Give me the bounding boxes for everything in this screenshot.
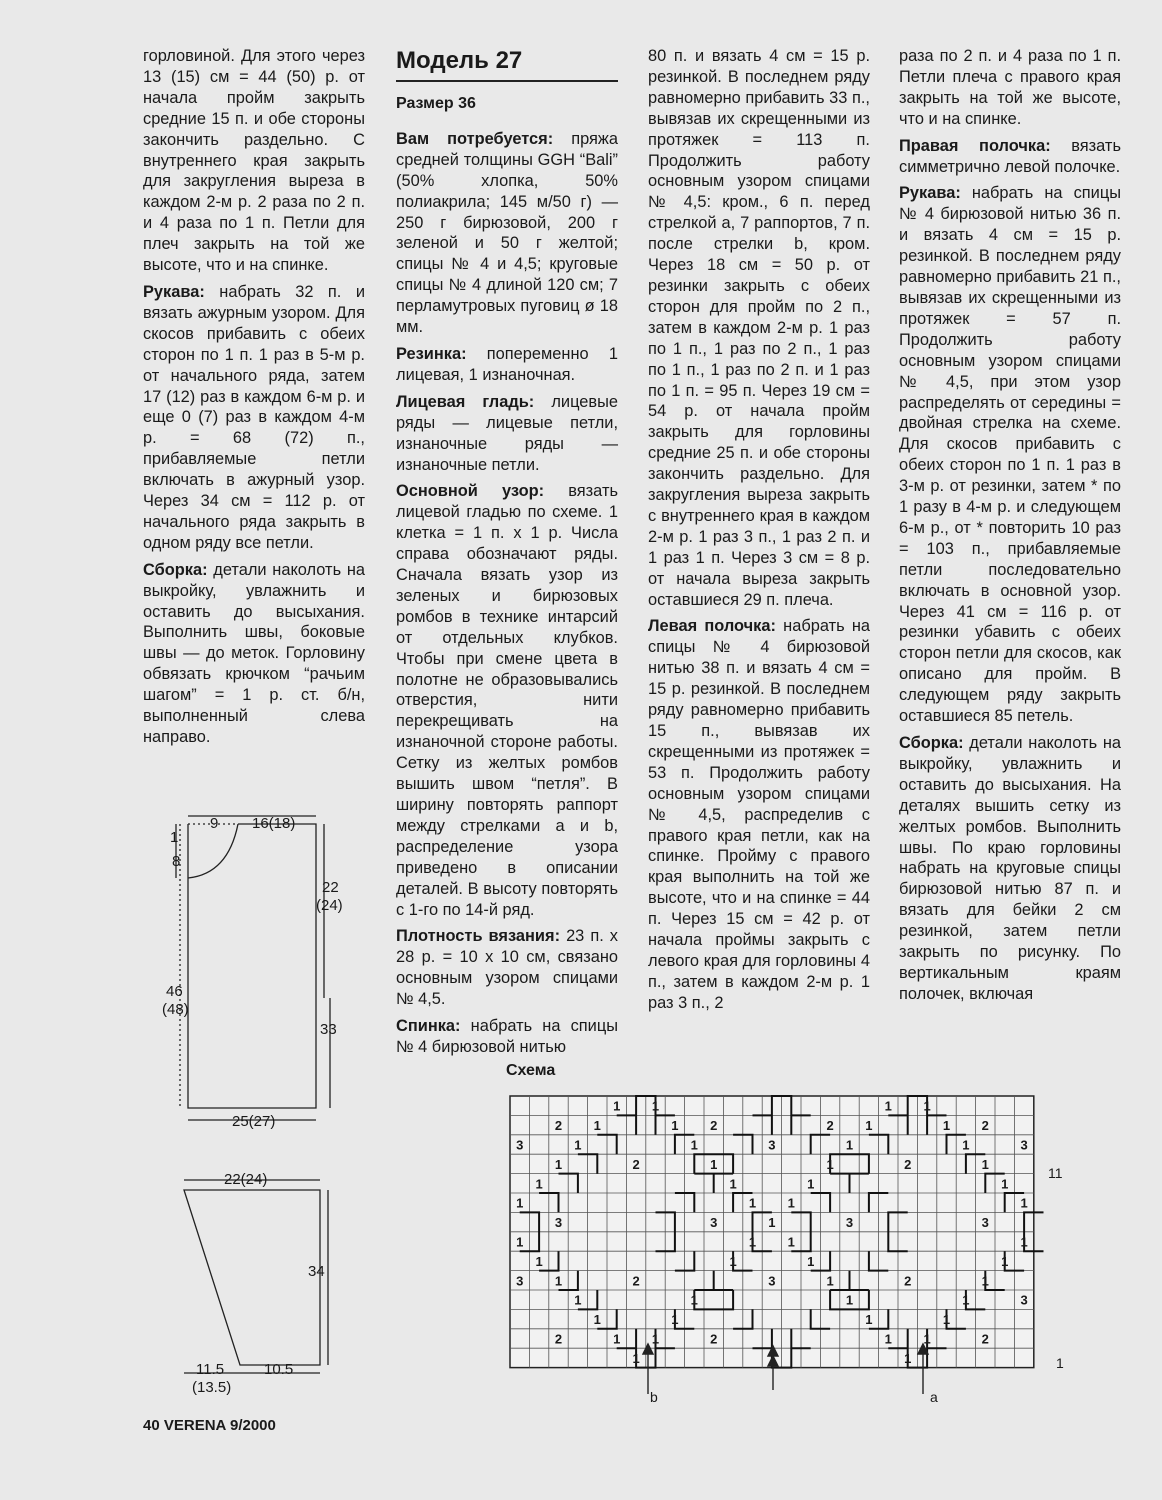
scheme-cell-number: 1 <box>923 1331 931 1347</box>
dim-label: 22(24) <box>224 1171 268 1188</box>
knitting-scheme <box>496 1084 1076 1414</box>
scheme-cell-number: 1 <box>826 1156 834 1172</box>
dim-label: 34 <box>308 1263 325 1280</box>
dim-label: 8 <box>172 853 181 870</box>
scheme-cell-number: 2 <box>554 1118 563 1134</box>
scheme-cell-number: 1 <box>807 1176 815 1192</box>
scheme-cell-number: 1 <box>807 1253 815 1269</box>
scheme-cell-number: 1 <box>1020 1195 1028 1211</box>
text-column-2 <box>396 46 618 1064</box>
scheme-cell-number: 2 <box>710 1331 718 1347</box>
scheme-cell-number: 1 <box>981 1273 989 1289</box>
scheme-cell-number: 1 <box>962 1137 970 1153</box>
scheme-cell-number: 1 <box>554 1156 563 1172</box>
paragraph: раза по 2 п. и 4 раза по 1 п. Петли плеча с правого края закрыть на той же высоте, что и на спинке. <box>899 47 1121 128</box>
paragraph: горловиной. Для этого через 13 (15) см = 44 (50) р. от начала пройм закрыть средние 15 п. и обе стороны закончить раздельно. С внутреннего края закрыть для закругления выреза в каждом 2-м р. 2 раза по 2 п. и 4 раза по 1 п. Петли для плеч закрыть на той же высоте, что и на спинке. <box>143 47 365 275</box>
dim-label: 16(18) <box>252 815 296 832</box>
row-number-top: 11 <box>1048 1165 1063 1181</box>
scheme-cell-number: 1 <box>1020 1234 1028 1250</box>
text-column-1 <box>143 46 365 754</box>
paragraph: Вам потребуется: пряжа средней толщины GGH “Bali” (50% хлопка, 50% полиакрила; 145 м/50 г) — 250 г бирюзовой, 200 г зеленой и 50 г желтой; спицы № 4 и 4,5; круговые спицы № 4 длиной 120 см; 7 перламутровых пуговиц ø 18 мм. <box>396 129 618 337</box>
paragraph: Рукава: набрать на спицы № 4 бирюзовой нитью 36 п. и вязать 4 см = 15 р. резинкой. В последнем ряду равномерно прибавить 21 п., вывязав их скрещенными из протяжек = 57 п. Продолжить работу основным узором спицами № 4,5, при этом узор распределять от середины = двойная стрелка на схеме. Для скосов прибавить с обеих сторон по 1 п. 1 раз в 3-м р. от резинки, затем * по 1 разу в 4-м р. и следующем 6-м р., от * повторить 10 раз = 103 п., прибавляемые петли последовательно включать в основной узор. Через 41 см = 116 р. от резинки убавить с обеих сторон петли для скосов, как описано для пройм. В следующем ряду закрыть оставшиеся 85 петель. <box>899 184 1121 726</box>
paragraph: Рукава: набрать 32 п. и вязать ажурным узором. Для скосов прибавить с обеих сторон по 1 п. 1 раз в 5-м р. от начального ряда, затем 17 (12) раз в каждом 6-м р. и еще 0 (7) раз в каждом 4-м р. = 68 (72) п., прибавляемые петли включать в ажурный узор. Через 34 см = 112 р. от начального ряда закрыть в одном ряду все петли. <box>143 282 365 552</box>
scheme-cell-number: 1 <box>962 1292 970 1308</box>
scheme-cell-number: 1 <box>865 1118 873 1134</box>
scheme-cell-number: 3 <box>768 1273 776 1289</box>
scheme-cell-number: 1 <box>845 1137 854 1153</box>
scheme-cell-number: 1 <box>729 1176 737 1192</box>
scheme-cell-number: 1 <box>535 1176 543 1192</box>
scheme-cell-number: 1 <box>671 1118 679 1134</box>
dim-label: 33 <box>320 1021 337 1038</box>
scheme-cell-number: 1 <box>535 1253 543 1269</box>
scheme-cell-number: 1 <box>632 1350 640 1366</box>
scheme-cell-number: 2 <box>904 1273 912 1289</box>
dim-label: 10.5 <box>264 1361 294 1378</box>
paragraph: Лицевая гладь: лицевые ряды — лицевые петли, изнаночные ряды — изнаночные петли. <box>396 392 619 474</box>
paragraph: Основной узор: вязать лицевой гладью по схеме. 1 клетка = 1 п. х 1 р. Числа справа обозначают ряды. Сначала вязать узор из зеленых и бирюзовых ромбов в технике интарсий от отдельных клубков. Чтобы при смене цвета в полотне не образовывались отверстия, нити перекрещивать на изнаночной стороне работы. Сетку из желтых ромбов вышить швом “петля”. В ширину повторять раппорт между стрелками a и b, распределение узора приведено в описании деталей. В высоту повторять с 1-го по 14-й ряд. <box>396 482 618 919</box>
scheme-cell-number: 1 <box>845 1292 854 1308</box>
scheme-cell-number: 1 <box>710 1156 718 1172</box>
dim-label: (48) <box>162 1001 189 1018</box>
scheme-cell-number: 1 <box>1001 1253 1009 1269</box>
paragraph: Резинка: попеременно 1 лицевая, 1 изнаночная. <box>396 344 618 384</box>
paragraph: Сборка: детали наколоть на выкройку, увлажнить и оставить до высыхания. Выполнить швы, боковые швы — до меток. Горловину обвязать крючком “рачьим шагом” = 1 р. ст. б/н, выполненный слева направо. <box>143 560 365 746</box>
scheme-cell-number: 3 <box>1020 1292 1028 1308</box>
scheme-cell-number: 1 <box>554 1273 563 1289</box>
arrow-a-label: a <box>930 1389 938 1405</box>
scheme-cell-number: 1 <box>1001 1176 1009 1192</box>
scheme-cell-number: 3 <box>845 1215 854 1231</box>
scheme-cell-number: 1 <box>729 1253 737 1269</box>
scheme-cell-number: 3 <box>554 1215 563 1231</box>
scheme-cell-number: 3 <box>516 1273 524 1289</box>
scheme-cell-number: 1 <box>613 1098 621 1114</box>
scheme-cell-number: 1 <box>826 1273 834 1289</box>
scheme-title: Схема <box>506 1062 556 1079</box>
paragraph: Левая полочка: набрать на спицы № 4 бирюзовой нитью 38 п. и вязать 4 см = 15 р. резинкой. В последнем ряду равномерно прибавить 15 п., вывязав их скрещенными из протяжек = 53 п. Продолжить работу основным узором спицами № 4,5, распределив с правого края петли, как на спинке. Пройму с правого края выполнить на той же высоте, что и на спинке = 44 п. Через 15 см = 42 р. от начала проймы закрыть с левого края для горловины 4 п., затем в каждом 2-м р. 1 раз 3 п., 2 <box>648 617 870 1012</box>
size-heading: Размер 36 <box>396 95 476 112</box>
scheme-cell-number: 1 <box>942 1118 951 1134</box>
scheme-cell-number: 1 <box>748 1195 757 1211</box>
scheme-cell-number: 1 <box>574 1137 582 1153</box>
page-footer: 40 VERENA 9/2000 <box>143 1417 276 1434</box>
scheme-cell-number: 2 <box>904 1156 912 1172</box>
dim-label: (24) <box>316 897 343 914</box>
pattern-body-diagram <box>140 808 360 1138</box>
scheme-cell-number: 1 <box>768 1215 776 1231</box>
paragraph: Плотность вязания: 23 п. х 28 р. = 10 х 10 см, связано основным узором спицами № 4,5. <box>396 927 618 1009</box>
scheme-cell-number: 2 <box>632 1156 640 1172</box>
pattern-sleeve-diagram <box>170 1160 350 1400</box>
dim-label: (13.5) <box>192 1379 232 1396</box>
scheme-cell-number: 1 <box>516 1234 524 1250</box>
scheme-cell-number: 1 <box>884 1331 892 1347</box>
scheme-cell-number: 1 <box>651 1331 660 1347</box>
dim-label: 9 <box>210 815 219 832</box>
scheme-cell-number: 1 <box>593 1312 601 1328</box>
scheme-cell-number: 1 <box>690 1292 698 1308</box>
scheme-cell-number: 1 <box>574 1292 582 1308</box>
paragraph: Сборка: детали наколоть на выкройку, увлажнить и оставить до высыхания. На деталях вышить сетку из желтых ромбов. Выполнить швы. По краю горловины набрать на круговые спицы бирюзовой нитью 87 п. и вязать для бейки 2 см резинкой, затем петли закрыть по рисунку. По вертикальным краям полочек, включая <box>899 734 1121 1003</box>
paragraph: Спинка: набрать на спицы № 4 бирюзовой нитью <box>396 1017 618 1056</box>
scheme-cell-number: 2 <box>632 1273 640 1289</box>
scheme-cell-number: 1 <box>613 1331 621 1347</box>
scheme-cell-number: 1 <box>671 1312 679 1328</box>
scheme-cell-number: 1 <box>923 1098 931 1114</box>
text-column-3 <box>648 46 870 1020</box>
scheme-cell-number: 1 <box>884 1098 892 1114</box>
scheme-cell-number: 1 <box>748 1234 757 1250</box>
scheme-cell-number: 3 <box>516 1137 524 1153</box>
scheme-cell-number: 1 <box>865 1312 873 1328</box>
scheme-cell-number: 1 <box>516 1195 524 1211</box>
scheme-cell-number: 3 <box>1020 1137 1028 1153</box>
scheme-cell-number: 3 <box>768 1137 776 1153</box>
scheme-cell-number: 2 <box>826 1118 834 1134</box>
scheme-cell-number: 1 <box>690 1137 698 1153</box>
scheme-cell-number: 2 <box>710 1118 718 1134</box>
row-number-bottom: 1 <box>1056 1355 1064 1371</box>
paragraph: 80 п. и вязать 4 см = 15 р. резинкой. В последнем ряду равномерно прибавить 33 п., вывязав их скрещенными из протяжек = 113 п. Продолжить работу основным узором спицами № 4,5: кром., 6 п. перед стрелкой a, 7 раппортов, 7 п. после стрелки b, кром. Через 18 см = 50 р. от резинки закрыть с обеих сторон для пройм по 2 п., затем в каждом 2-м р. 1 раз по 1 п., 1 раз по 2 п., 1 раз по 1 п., 1 раз по 2 п. и 1 раз по 1 п. = 95 п. Через 19 см = 54 р. от начала пройм закрыть для горловины средние 25 п. и обе стороны закончить раздельно. Для закругления выреза закрыть с внутреннего края в каждом 2-м р. 1 раз 3 п., 1 раз 2 п. и 1 раз 1 п. Через 3 см = 8 р. от начала выреза закрыть оставшиеся 29 п. плеча. <box>648 47 870 609</box>
dim-label: 46 <box>166 983 183 1000</box>
scheme-cell-number: 1 <box>593 1118 601 1134</box>
scheme-cell-number: 1 <box>651 1098 660 1114</box>
scheme-cell-number: 1 <box>787 1195 795 1211</box>
scheme-cell-number: 2 <box>554 1331 563 1347</box>
scheme-cell-number: 1 <box>904 1350 912 1366</box>
text-column-4 <box>899 46 1121 1011</box>
model-title: Модель 27 <box>396 46 618 82</box>
scheme-cell-number: 2 <box>981 1331 989 1347</box>
scheme-cell-number: 2 <box>981 1118 989 1134</box>
scheme-cell-number: 1 <box>942 1312 951 1328</box>
arrow-b-label: b <box>650 1389 658 1405</box>
paragraph: Правая полочка: вязать симметрично левой полочке. <box>899 136 1121 176</box>
scheme-cell-number: 3 <box>710 1215 718 1231</box>
scheme-cell-number: 3 <box>981 1215 989 1231</box>
dim-label: 1 <box>170 829 179 846</box>
dim-label: 11.5 <box>196 1361 225 1378</box>
scheme-cell-number: 1 <box>787 1234 795 1250</box>
dim-label: 25(27) <box>232 1113 276 1130</box>
scheme-cell-number: 1 <box>981 1156 989 1172</box>
dim-label: 22 <box>322 879 339 896</box>
